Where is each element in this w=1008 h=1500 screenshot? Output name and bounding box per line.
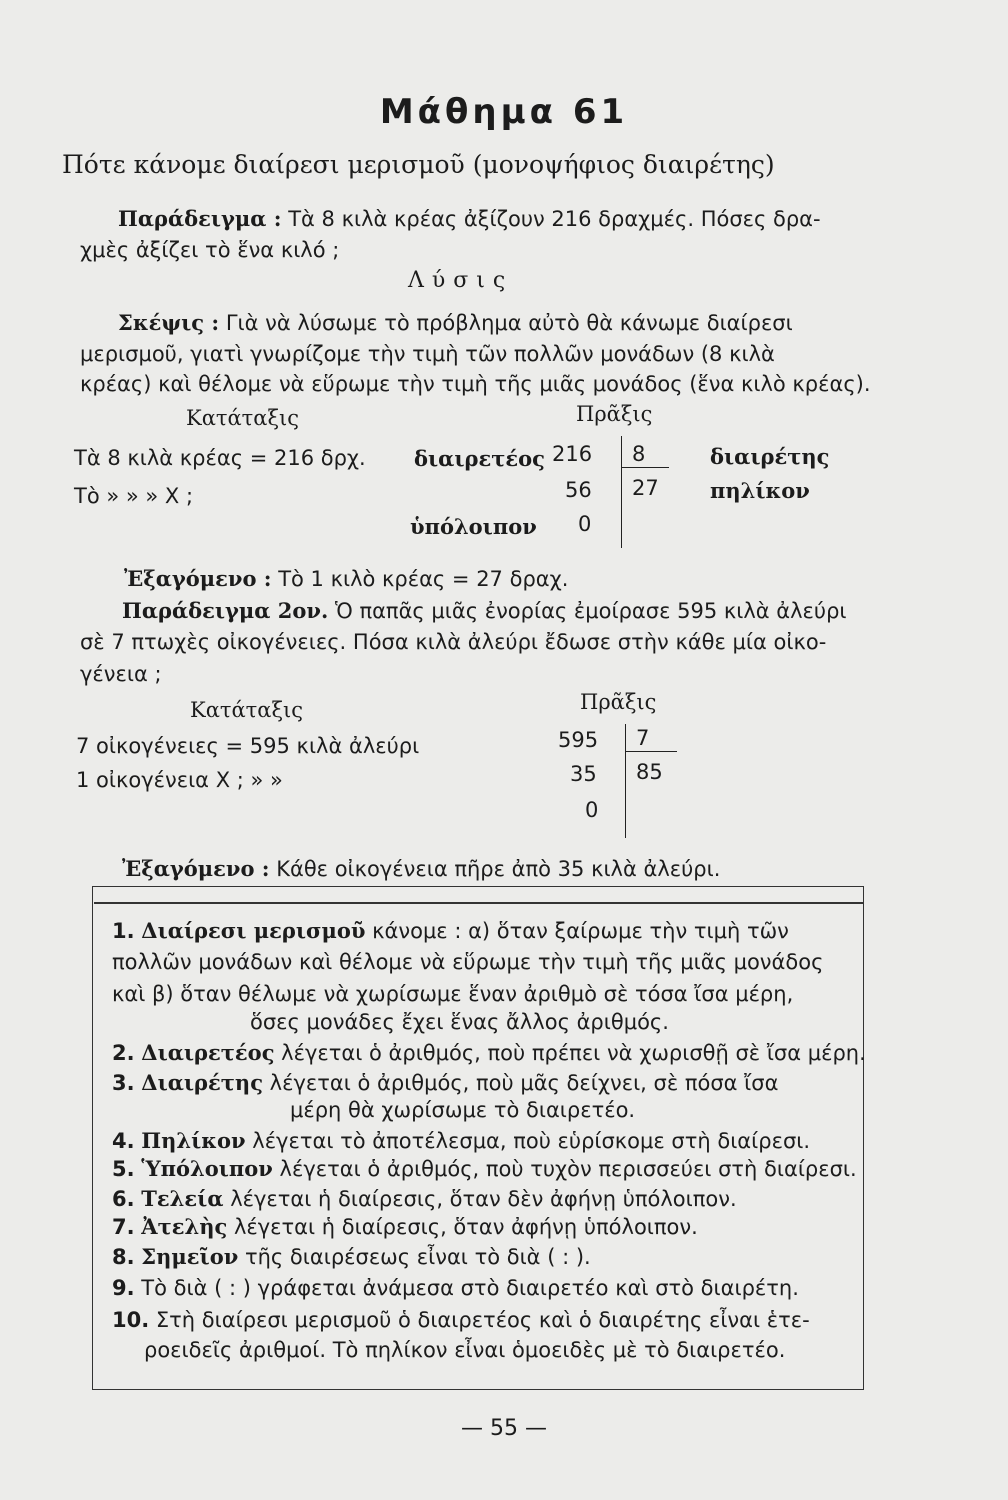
divisor-label: διαιρέτης [710,444,830,469]
thought-label: Σκέψις : [118,310,220,335]
example2-line3: γένεια ; [80,662,162,686]
division1-quotient: 27 [632,476,659,500]
operations-heading-2: Πρᾶξις [580,690,657,714]
rule-10: 10. Στὴ διαίρεσι μερισμοῦ ὁ διαιρετέος καὶ ὁ διαιρέτης εἶναι ἑτε- [112,1308,810,1332]
result2-label: Ἐξαγόμενο : [122,856,270,881]
arrangement-heading-2: Κατάταξις [190,698,304,722]
rule-1-line4: ὅσες μονάδες ἔχει ἕνας ἄλλος ἀριθμός. [250,1010,669,1034]
thought-line2: μερισμοῦ, γιατὶ γνωρίζομε τὴν τιμὴ τῶν πολλῶν μονάδων (8 κιλὰ [80,342,775,366]
result1-text: Τὸ 1 κιλὸ κρέας = 27 δραχ. [278,567,569,591]
arrangement1-line1: Τὰ 8 κιλὰ κρέας = 216 δρχ. [74,446,366,470]
rule-10-line2: ροειδεῖς ἀριθμοί. Τὸ πηλίκον εἶναι ὁμοειδὲς μὲ τὸ διαιρετέο. [144,1338,786,1362]
rule-6: 6. Τελεία λέγεται ἡ διαίρεσις, ὅταν δὲν ἀφήνῃ ὑπόλοιπον. [112,1186,737,1211]
division1-dividend: 216 [552,442,593,466]
division2-vertical-bar [625,724,626,838]
division2-dividend: 595 [558,728,599,752]
division2-divisor: 7 [636,726,650,750]
example2-label: Παράδειγμα 2ον. [122,598,329,623]
thought-line1: Γιὰ νὰ λύσωμε τὸ πρόβλημα αὐτὸ θὰ κάνωμε διαίρεσι [225,311,793,335]
result1 [124,566,568,591]
arrangement2-line1: 7 οἰκογένειες = 595 κιλὰ ἀλεύρι [76,734,420,758]
division1-horizontal-bar [621,467,669,468]
example1-line1: Τὰ 8 κιλὰ κρέας ἀξίζουν 216 δραχμές. Πόσες δρα- [288,207,821,231]
division1-remainder: 0 [578,512,592,536]
example1-line2: χμὲς ἀξίζει τὸ ἕνα κιλό ; [80,238,340,262]
example1-label: Παράδειγμα : [118,206,282,231]
quotient-label: πηλίκον [710,478,810,503]
page-number: — 55 — [461,1416,547,1441]
rule-3-line2: μέρη θὰ χωρίσωμε τὸ διαιρετέο. [290,1098,636,1122]
example1-text [118,206,821,231]
rule-7: 7. Ἀτελὴς λέγεται ἡ διαίρεσις, ὅταν ἀφήνῃ ὑπόλοιπον. [112,1214,698,1239]
result2-text: Κάθε οἰκογένεια πῆρε ἀπὸ 35 κιλὰ ἀλεύρι. [276,857,721,881]
rule-9: 9. Τὸ διὰ ( : ) γράφεται ἀνάμεσα στὸ διαιρετέο καὶ στὸ διαιρέτη. [112,1276,799,1300]
arrangement2-line2: 1 οἰκογένεια Χ ; » » [76,768,283,792]
result1-label: Ἐξαγόμενο : [124,566,272,591]
arrangement-heading-1: Κατάταξις [186,406,300,430]
rule-2: 2. Διαιρετέος λέγεται ὁ ἀριθμός, ποὺ πρέπει νὰ χωρισθῇ σὲ ἴσα μέρη. [112,1040,866,1065]
arrangement1-line2: Τὸ » » » Χ ; [74,484,194,508]
solution-heading: Λύσις [408,268,514,293]
lesson-title: Μάθημα 61 [379,92,629,132]
result2 [122,856,720,881]
division2-quotient: 85 [636,760,663,784]
rule-8: 8. Σημεῖον τῆς διαιρέσεως εἶναι τὸ διὰ ( : ). [112,1244,591,1269]
thought-paragraph [118,310,793,335]
dividend-label: διαιρετέος [414,446,545,471]
remainder-label: ὑπόλοιπον [410,514,537,539]
division1-vertical-bar [621,436,622,548]
rule-1-line3: καὶ β) ὅταν θέλωμε νὰ χωρίσωμε ἕναν ἀριθμὸ σὲ τόσα ἴσα μέρη, [112,982,794,1006]
division2-horizontal-bar [625,751,677,752]
rule-3: 3. Διαιρέτης λέγεται ὁ ἀριθμός, ποὺ μᾶς δείχνει, σὲ πόσα ἴσα [112,1070,779,1095]
rule-1-line2: πολλῶν μονάδων καὶ θέλομε νὰ εὕρωμε τὴν τιμὴ τῆς μιᾶς μονάδος [112,950,824,974]
division2-remainder: 0 [585,798,599,822]
example2-text [122,598,847,623]
division1-divisor: 8 [632,442,646,466]
division1-partial: 56 [565,478,592,502]
example2-line1: Ὁ παπᾶς μιᾶς ἐνορίας ἐμοίρασε 595 κιλὰ ἀλεύρι [334,599,847,623]
example2-line2: σὲ 7 πτωχὲς οἰκογένειες. Πόσα κιλὰ ἀλεύρι ἔδωσε στὴν κάθε μία οἰκο- [80,630,827,654]
rule-5: 5. Ὑπόλοιπον λέγεται ὁ ἀριθμός, ποὺ τυχὸν περισσεύει στὴ διαίρεσι. [112,1156,857,1181]
rule-4: 4. Πηλίκον λέγεται τὸ ἀποτέλεσμα, ποὺ εὑρίσκομε στὴ διαίρεσι. [112,1128,811,1153]
thought-line3: κρέας) καὶ θέλομε νὰ εὕρωμε τὴν τιμὴ τῆς μιᾶς μονάδος (ἕνα κιλὸ κρέας). [80,372,871,396]
rules-box-top-rule [94,902,864,904]
lesson-subtitle: Πότε κάνομε διαίρεσι μερισμοῦ (μονοψήφιος διαιρέτης) [62,150,775,179]
operations-heading-1: Πρᾶξις [576,402,653,426]
division2-partial: 35 [570,762,597,786]
rule-1: 1. Διαίρεσι μερισμοῦ κάνομε : α) ὅταν ξαίρωμε τὴν τιμὴ τῶν [112,918,789,943]
